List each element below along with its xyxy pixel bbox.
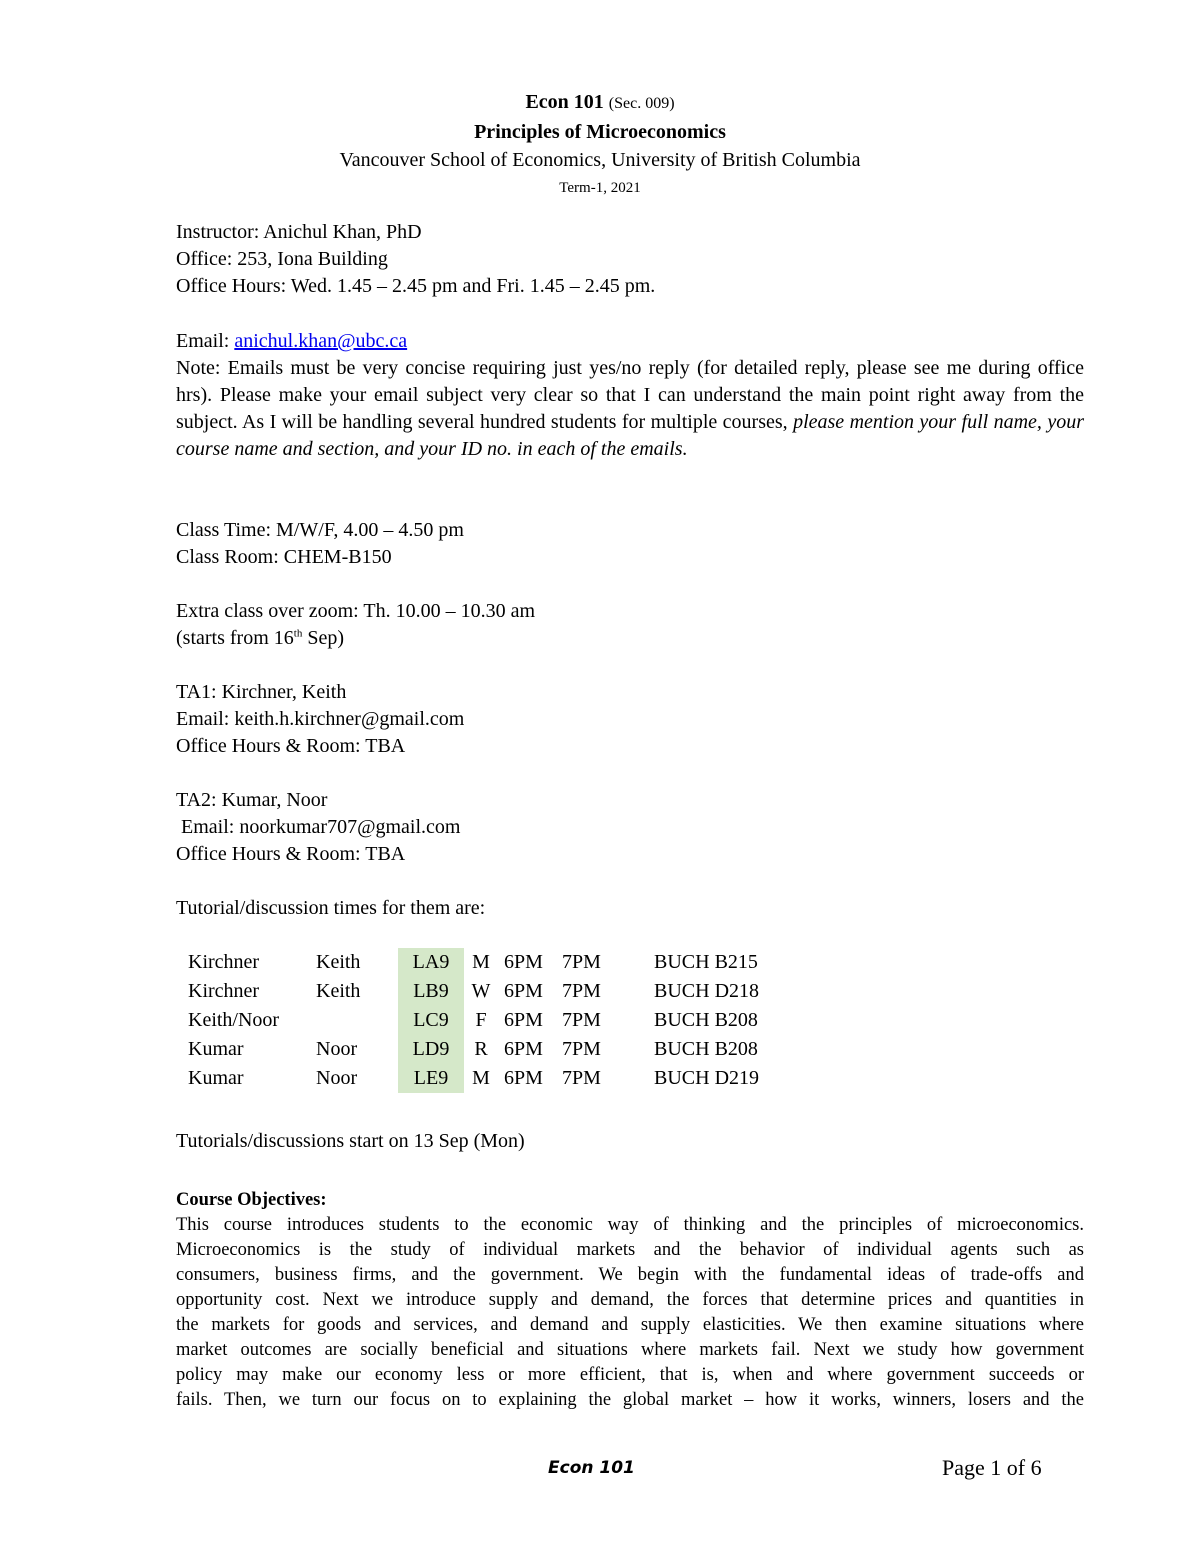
end-time: 7PM — [562, 1067, 601, 1089]
room: BUCH B208 — [654, 1009, 758, 1031]
tutorial-row — [176, 1006, 794, 1035]
course-section: (Sec. 009) — [608, 95, 675, 112]
school-name: Vancouver School of Economics, University of British Columbia — [339, 149, 861, 171]
email-block — [176, 328, 1084, 463]
day: R — [474, 1038, 488, 1060]
ta1-name: TA1: Kirchner, Keith — [176, 681, 347, 703]
section-code: LB9 — [398, 977, 464, 1006]
objectives-line: opportunity cost. Next we introduce supply and demand, the forces that determine prices and quantities in — [176, 1290, 1084, 1310]
room: BUCH B215 — [654, 951, 758, 973]
email-label: Email: — [176, 330, 235, 352]
email-note-italic: please mention your full name, your course name and section, and your ID no. in each of the emails. — [176, 411, 1084, 460]
term-label: Term-1, 2021 — [559, 180, 641, 196]
course-name: Principles of Microeconomics — [474, 121, 726, 143]
tutor-last-name: Kumar — [188, 1038, 244, 1060]
section-code: LC9 — [398, 1006, 464, 1035]
start-time: 6PM — [504, 1009, 543, 1031]
footer-page-number: Page 1 of 6 — [942, 1455, 1042, 1480]
ta2-name: TA2: Kumar, Noor — [176, 789, 328, 811]
email-note — [176, 355, 1084, 463]
objectives-line: consumers, business firms, and the government. We begin with the fundamental ideas of trade-offs and — [176, 1265, 1084, 1285]
course-code: Econ 101 — [525, 91, 604, 113]
tutorial-intro: Tutorial/discussion times for them are: — [176, 897, 486, 919]
tutor-first-name — [316, 1006, 398, 1035]
tutor-last-name: Kumar — [188, 1067, 244, 1089]
day: M — [472, 951, 490, 973]
tutor-first-name: Keith — [316, 980, 361, 1002]
tutor-last-name: Keith/Noor — [188, 1009, 280, 1031]
room: BUCH D219 — [654, 1067, 760, 1089]
ta1-office-hours: Office Hours & Room: TBA — [176, 735, 406, 757]
end-time: 7PM — [562, 1038, 601, 1060]
start-time: 6PM — [504, 951, 543, 973]
tutorial-row — [176, 977, 794, 1006]
extra-class-time: Extra class over zoom: Th. 10.00 – 10.30 am — [176, 600, 536, 622]
end-time: 7PM — [562, 1009, 601, 1031]
tutorial-row — [176, 1035, 794, 1064]
objectives-line: This course introduces students to the economic way of thinking and the principles of microeconomics. — [176, 1215, 1084, 1235]
end-time: 7PM — [562, 951, 601, 973]
tutorial-start: Tutorials/discussions start on 13 Sep (Mon) — [176, 1130, 525, 1152]
ta2-block — [176, 787, 1084, 868]
objectives-line: the markets for goods and services, and demand and supply elasticities. We then examine situations where — [176, 1315, 1084, 1335]
objectives-line: policy may make our economy less or more efficient, that is, when and where government succeeds or — [176, 1365, 1084, 1385]
instructor-block — [176, 219, 1084, 300]
class-time: Class Time: M/W/F, 4.00 – 4.50 pm — [176, 519, 464, 541]
objectives-line: Microeconomics is the study of individual markets and the behavior of individual agents such as — [176, 1240, 1084, 1260]
section-code: LD9 — [398, 1035, 464, 1064]
tutorial-table — [176, 948, 794, 1093]
ta1-block — [176, 679, 1084, 760]
start-time: 6PM — [504, 1038, 543, 1060]
tutor-first-name: Noor — [316, 1038, 358, 1060]
footer-course: Econ 101 — [548, 1458, 635, 1478]
room: BUCH B208 — [654, 1038, 758, 1060]
tutorial-row — [176, 1064, 794, 1093]
section-code: LA9 — [398, 948, 464, 977]
tutor-last-name: Kirchner — [188, 951, 260, 973]
tutor-first-name: Keith — [316, 951, 361, 973]
room: BUCH D218 — [654, 980, 760, 1002]
objectives-text — [176, 1213, 1084, 1413]
extra-class-block — [176, 598, 1084, 652]
objectives-heading: Course Objectives: — [176, 1190, 327, 1210]
email-note-text: Note: Emails must be very concise requiring just yes/no reply (for detailed reply, please see me during office hrs). Please make your email subject very clear so that I can understand the main point right away from the subject. As I will be handling several hundred students for multiple courses, — [176, 357, 1084, 433]
tutorial-row — [176, 948, 794, 977]
instructor-email-line — [176, 328, 1084, 355]
start-time: 6PM — [504, 1067, 543, 1089]
objectives-line: fails. Then, we turn our focus on to explaining the global market – how it works, winners, losers and the — [176, 1390, 1084, 1410]
ta2-office-hours: Office Hours & Room: TBA — [176, 843, 406, 865]
class-block — [176, 517, 1084, 571]
course-objectives — [176, 1188, 1084, 1413]
extra-class-start: (starts from 16th Sep) — [176, 627, 344, 649]
instructor-office-hours: Office Hours: Wed. 1.45 – 2.45 pm and Fri. 1.45 – 2.45 pm. — [176, 275, 656, 297]
course-title-line — [0, 88, 1200, 118]
day: M — [472, 1067, 490, 1089]
document-header — [0, 88, 1200, 202]
ta1-email: Email: keith.h.kirchner@gmail.com — [176, 708, 465, 730]
section-code: LE9 — [398, 1064, 464, 1093]
tutor-first-name: Noor — [316, 1067, 358, 1089]
instructor-name: Instructor: Anichul Khan, PhD — [176, 221, 422, 243]
tutor-last-name: Kirchner — [188, 980, 260, 1002]
instructor-email-link[interactable]: anichul.khan@ubc.ca — [234, 330, 408, 352]
class-room: Class Room: CHEM-B150 — [176, 546, 392, 568]
start-time: 6PM — [504, 980, 543, 1002]
ta2-email: Email: noorkumar707@gmail.com — [176, 816, 461, 838]
instructor-office: Office: 253, Iona Building — [176, 248, 388, 270]
day: F — [475, 1009, 487, 1031]
end-time: 7PM — [562, 980, 601, 1002]
objectives-line: market outcomes are socially beneficial and situations where markets fail. Next we study how government — [176, 1340, 1084, 1360]
day: W — [471, 980, 491, 1002]
